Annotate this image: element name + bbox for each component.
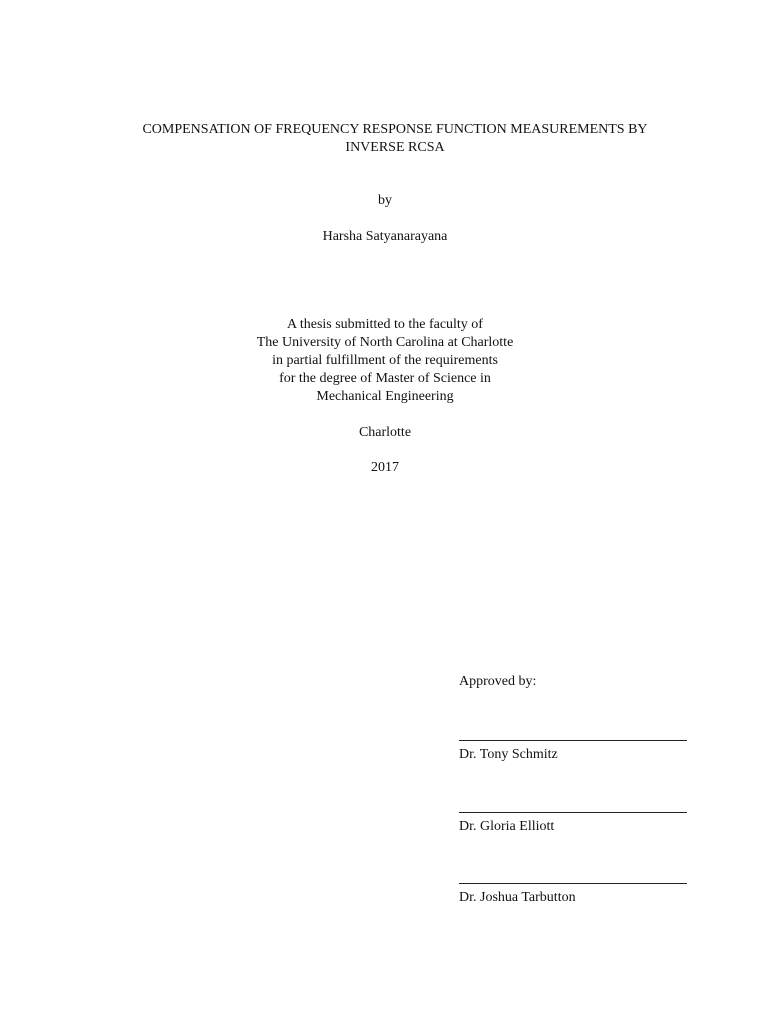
city: Charlotte (358, 425, 412, 440)
signature-line (459, 812, 687, 813)
thesis-title-line-2: INVERSE RCSA (345, 140, 445, 155)
year: 2017 (371, 460, 399, 475)
submission-statement (0, 316, 770, 406)
signature-line (459, 883, 687, 884)
statement-line-4: for the degree of Master of Science in (279, 371, 491, 386)
statement-line-2: The University of North Carolina at Charlotte (256, 335, 514, 350)
statement-line-3: in partial fulfillment of the requirements (272, 353, 498, 368)
statement-line-1: A thesis submitted to the faculty of (287, 317, 483, 332)
signature-block-1 (459, 740, 687, 764)
signatory-name: Dr. Joshua Tarbutton (459, 890, 576, 905)
signature-block-3 (459, 883, 687, 907)
signatory-name: Dr. Gloria Elliott (459, 819, 555, 834)
signature-block-2 (459, 812, 687, 836)
author-name: Harsha Satyanarayana (322, 229, 448, 244)
by-label: by (378, 193, 392, 208)
thesis-title-line-1: COMPENSATION OF FREQUENCY RESPONSE FUNCTION MEASUREMENTS BY (142, 122, 648, 137)
approved-by-label: Approved by: (459, 674, 537, 689)
statement-line-5: Mechanical Engineering (316, 389, 454, 404)
thesis-title (20, 121, 770, 157)
signature-line (459, 740, 687, 741)
signatory-name: Dr. Tony Schmitz (459, 747, 558, 762)
